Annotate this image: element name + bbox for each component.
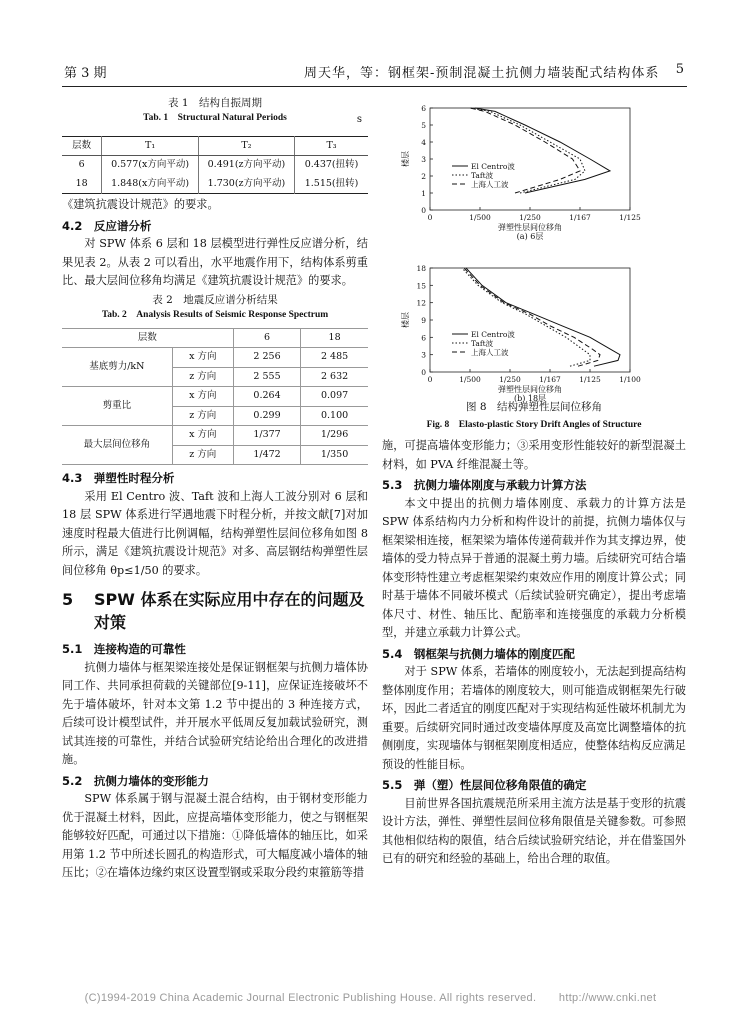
table-row xyxy=(62,348,368,368)
y-tick-label: 6 xyxy=(421,104,426,113)
table1-cell: 0.491(z方向平动) xyxy=(198,156,294,175)
x-tick-label: 1/250 xyxy=(519,213,541,222)
y-tick-label: 18 xyxy=(416,264,426,273)
chapter-number: 5 xyxy=(62,590,74,609)
y-tick-label: 12 xyxy=(416,298,426,308)
table2 xyxy=(62,328,368,466)
table1-header: T₂ xyxy=(198,136,294,156)
section-heading: 4.2 反应谱分析 xyxy=(62,218,152,233)
x-tick-label: 1/125 xyxy=(619,213,641,222)
figure8-caption-en: Fig. 8 Elasto-plastic Story Drift Angles of Structure xyxy=(426,420,642,430)
paragraph: 抗侧力墙体与框架梁连接处是保证钢框架与抗侧力墙体协同工作、共同承担荷载的关键部位[9-11]，应保证连接破坏不先于墙体破坏，针对本文第 1.2 节中提出的 3 种连接方式，后续可设计模型试件，并开展水平低周反复加载试验研究，测试其连接的可靠性，并结合试验研究结论给出合理化的改进措施。 xyxy=(62,660,368,766)
table2-header: 层数 xyxy=(62,328,233,348)
chart-frame xyxy=(430,268,630,372)
y-tick-label: 1 xyxy=(421,189,426,198)
x-tick-label: 1/125 xyxy=(579,375,601,384)
running-header xyxy=(64,62,684,82)
figure-8-charts xyxy=(382,96,686,403)
table2-cell: 1/377 xyxy=(233,426,300,446)
subfigure-label: (a) 6层 xyxy=(516,232,544,241)
table1-cell: 0.437(扭转) xyxy=(304,159,359,170)
legend-label: 上海人工波 xyxy=(471,348,509,357)
table2-cell: 0.299 xyxy=(233,406,300,426)
x-tick-label: 0 xyxy=(427,213,433,222)
section-heading: 5.1 连接构造的可靠性 xyxy=(62,642,186,656)
table1-title-cn: 表 1 结构自振周期 xyxy=(167,97,263,109)
table2-cell: 0.097 xyxy=(301,387,368,407)
x-tick-label: 1/250 xyxy=(499,375,521,384)
table2-dir: z 方向 xyxy=(172,367,233,387)
x-tick-label: 1/167 xyxy=(539,375,561,384)
x-tick-label: 1/500 xyxy=(459,375,481,384)
chapter-title: SPW 体系在实际应用中存在的问题及对策 xyxy=(94,590,365,632)
y-tick-label: 2 xyxy=(421,172,426,181)
paragraph: SPW 体系属于钢与混凝土混合结构，由于钢材变形能力优于混凝土材料，因此，应提高墙体变形能力，使之与钢框架能够较好匹配，可通过以下措施：①降低墙体的轴压比，如采用第 1.2 节中所述长圆孔的构造形式，可大幅度减小墙体的轴压比；②在墙体边缘约束区设置型钢或采取分段约束箍筋等措 xyxy=(62,792,368,879)
chart-frame xyxy=(430,108,630,210)
x-tick-label: 1/167 xyxy=(569,213,591,222)
y-tick-label: 15 xyxy=(416,281,426,291)
legend-label: El Centro波 xyxy=(471,330,515,339)
table2-cell: 1/350 xyxy=(301,445,368,465)
table2-cell: 1/472 xyxy=(233,445,300,465)
section-heading: 4.3 弹塑性时程分析 xyxy=(62,471,175,485)
right-column xyxy=(382,96,686,869)
table1-cell: 0.577(x方向平动) xyxy=(102,156,199,175)
chapter-heading xyxy=(62,588,368,634)
section-heading: 5.4 钢框架与抗侧力墙体的刚度匹配 xyxy=(382,646,575,661)
table1-cell: 1.730(z方向平动) xyxy=(198,175,294,194)
legend-label: Taft波 xyxy=(471,171,494,180)
paragraph: 采用 El Centro 波、Taft 波和上海人工波分别对 6 层和 18 层 SPW 体系进行罕遇地震下时程分析，并按文献[7]对加速度时程最大值进行比例调幅，结构弹塑性层间位移角如图 8 所示，满足《建筑抗震设计规范》对多、高层钢结构弹塑性层间位移角 θp≤1/50 的要求。 xyxy=(62,489,368,577)
table2-group: 基底剪力/kN xyxy=(62,348,172,387)
table1-cell: 1.848(x方向平动) xyxy=(102,175,199,194)
y-axis-label: 楼层 xyxy=(401,151,410,167)
y-tick-label: 0 xyxy=(421,368,426,377)
table2-dir: x 方向 xyxy=(172,348,233,368)
table2-cell: 2 632 xyxy=(301,367,368,387)
table1-header: 层数 xyxy=(62,136,102,156)
section-heading: 5.3 抗侧力墙体刚度与承载力计算方法 xyxy=(382,478,587,492)
table1-header: T₁ xyxy=(102,136,199,156)
table-row xyxy=(62,387,368,407)
table2-header: 18 xyxy=(301,328,368,348)
figure8-caption-cn: 图 8 结构弹塑性层间位移角 xyxy=(465,401,603,413)
legend-label: Taft波 xyxy=(471,339,494,348)
subfigure-label: (b) 18层 xyxy=(513,394,547,403)
table1-cell: 1.515(扭转) xyxy=(304,177,359,189)
x-tick-label: 0 xyxy=(427,375,433,384)
copyright-footer: (C)1994-2019 China Academic Journal Electronic Publishing House. All rights reserved. http://www.cnki.net xyxy=(84,992,657,1004)
x-tick-label: 1/100 xyxy=(619,375,641,384)
y-tick-label: 5 xyxy=(421,121,426,130)
y-tick-label: 9 xyxy=(421,316,426,325)
table2-title-en: Tab. 2 Analysis Results of Seismic Response Spectrum xyxy=(101,309,329,320)
table2-cell: 2 256 xyxy=(233,348,300,368)
table2-dir: x 方向 xyxy=(172,387,233,407)
y-tick-label: 0 xyxy=(421,206,426,215)
table1-unit: s xyxy=(356,114,362,125)
header-rule xyxy=(62,86,687,87)
paragraph: 《建筑抗震设计规范》的要求。 xyxy=(62,198,219,211)
y-tick-label: 6 xyxy=(421,333,426,343)
y-tick-label: 3 xyxy=(421,350,426,360)
x-axis-label: 弹塑性层间位移角 xyxy=(498,223,562,232)
table1-title-en: Tab. 1 Structural Natural Periods xyxy=(143,113,287,123)
table-row xyxy=(62,426,368,446)
paragraph: 本文中提出的抗侧力墙体刚度、承载力的计算方法是 SPW 体系结构内力分析和构件设计的前提，抗侧力墙体仅与框架梁相连接，框架梁为墙体传递荷载并作为其支撑边界，使墙体的受力特点异于普通的混凝土剪力墙。后续研究可结合墙体变形特性建立考虑框架梁约束效应作用的刚度计算公式；同时基于墙体不同破坏模式（后续试验研究确定），提出考虑墙体尺寸、材性、轴压比、配筋率和连接强度的承载力分析模型，并建立承载力计算公式。 xyxy=(382,496,686,639)
table2-dir: z 方向 xyxy=(172,406,233,426)
x-axis-label: 弹塑性层间位移角 xyxy=(498,385,562,394)
y-tick-label: 3 xyxy=(421,155,426,164)
paragraph: 对 SPW 体系 6 层和 18 层模型进行弹性反应谱分析，结果见表 2。从表 2 可以看出，水平地震作用下，结构体系剪重比、最大层间位移角均满足《建筑抗震设计规范》的要求。 xyxy=(62,237,368,287)
table2-cell: 2 485 xyxy=(301,348,368,368)
paragraph: 施，可提高墙体变形能力；③采用变形性能较好的新型混凝土材料，如 PVA 纤维混凝土等。 xyxy=(382,439,686,471)
table2-group: 剪重比 xyxy=(62,387,172,426)
table-row xyxy=(62,175,368,194)
table1-cell: 18 xyxy=(62,175,102,194)
figure-8 xyxy=(382,96,686,431)
table1-header: T₃ xyxy=(295,136,368,156)
table-row xyxy=(62,156,368,175)
page-number: 5 xyxy=(675,62,684,77)
table2-cell: 0.100 xyxy=(301,406,368,426)
table2-dir: z 方向 xyxy=(172,445,233,465)
paragraph: 目前世界各国抗震规范所采用主流方法是基于变形的抗震设计方法，弹性、弹塑性层间位移角限值是关键参数。可参照其他相似结构的限值，结合后续试验研究结论，并在借鉴国外已有的研究和经验的基础上，给出合理的取值。 xyxy=(382,796,686,865)
y-tick-label: 4 xyxy=(421,138,426,147)
table2-cell: 1/296 xyxy=(301,426,368,446)
table2-cell: 0.264 xyxy=(233,387,300,407)
left-column xyxy=(62,96,368,883)
y-axis-label: 楼层 xyxy=(401,312,410,328)
x-tick-label: 1/500 xyxy=(469,213,491,222)
table2-header: 6 xyxy=(233,328,300,348)
issue-number: 第 3 期 xyxy=(64,66,107,81)
legend-label: 上海人工波 xyxy=(471,180,509,189)
table2-group: 最大层间位移角 xyxy=(62,426,172,465)
table1-cell: 6 xyxy=(62,156,102,175)
table2-dir: x 方向 xyxy=(172,426,233,446)
section-heading: 5.5 弹（塑）性层间位移角限值的确定 xyxy=(382,778,587,792)
paragraph: 对于 SPW 体系，若墙体的刚度较小，无法起到提高结构整体刚度作用；若墙体的刚度较大，则可能造成钢框架先行破坏，因此二者适宜的刚度匹配对于实现结构延性破坏机制尤为重要。后续研究同时通过改变墙体厚度及高宽比调整墙体的抗侧刚度，实现墙体与钢框架刚度相适应，使整体结构反应满足预设的性能目标。 xyxy=(382,665,686,771)
section-heading: 5.2 抗侧力墙体的变形能力 xyxy=(62,773,209,788)
legend-label: El Centro波 xyxy=(471,162,515,171)
table2-title-cn: 表 2 地震反应谱分析结果 xyxy=(152,293,278,306)
running-title: 周天华，等：钢框架-预制混凝土抗侧力墙装配式结构体系 xyxy=(304,66,660,81)
table2-cell: 2 555 xyxy=(233,367,300,387)
table1 xyxy=(62,136,368,195)
